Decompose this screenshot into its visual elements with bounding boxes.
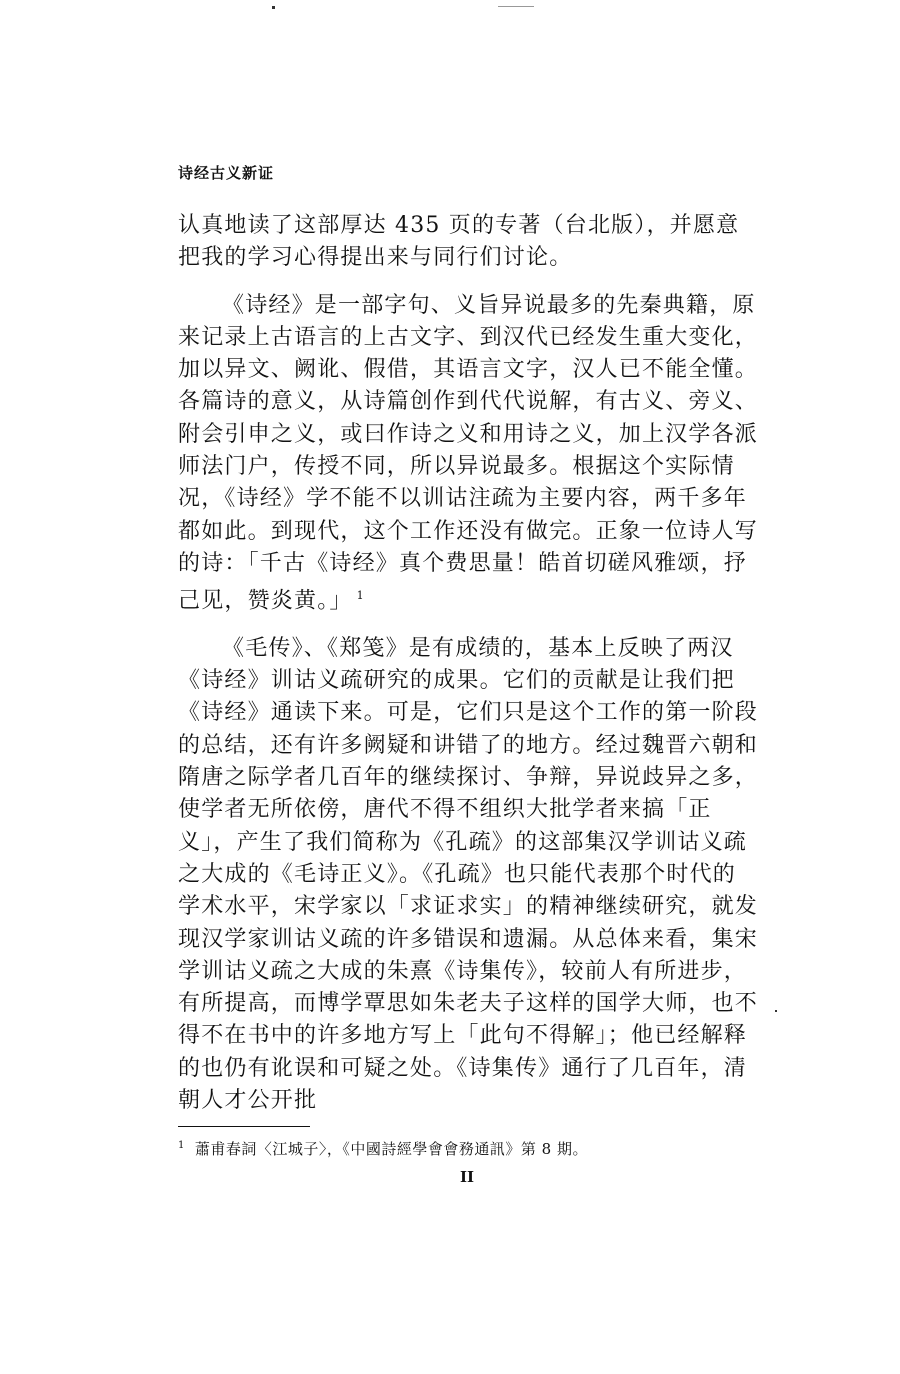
paragraph-3: 《毛传》、《郑笺》是有成绩的，基本上反映了两汉《诗经》训诂义疏研究的成果。它们的贡献是让我们把《诗经》通读下来。可是，它们只是这个工作的第一阶段的总结，还有许多阙疑和讲错了的地方。经过魏晋六朝和隋唐之际学者几百年的继续探讨、争辩，异说歧异之多，使学者无所依傍，唐代不得不组织大批学者来搞「正义」，产生了我们简称为《孔疏》的这部集汉学训诂义疏之大成的《毛诗正义》。《孔疏》也只能代表那个时代的学术水平，宋学家以「求证求实」的精神继续研究，就发现汉学家训诂义疏的许多错误和遗漏。从总体来看，集宋学训诂义疏之大成的朱熹《诗集传》，较前人有所进步，有所提高，而博学覃思如朱老夫子这样的国学大师，也不得不在书中的许多地方写上「此句不得解」；他已经解释的也仍有讹误和可疑之处。《诗集传》通行了几百年，清朝人才公开批 (178, 635, 759, 1114)
paragraph-2 (178, 290, 758, 618)
footnote (178, 1138, 588, 1159)
scan-speck (272, 6, 275, 9)
paragraph-2-text: 《诗经》是一部字句、义旨异说最多的先秦典籍，原来记录上古语言的上古文字、到汉代已经发生重大变化，加以异文、阙讹、假借，其语言文字，汉人已不能全懂。各篇诗的意义，从诗篇创作到代代说解，有古义、旁义、附会引申之义，或曰作诗之义和用诗之义，加上汉学各派师法门户，传授不同，所以异说最多。根据这个实际情况，《诗经》学不能不以训诂注疏为主要内容，两千多年都如此。到现代，这个工作还没有做完。正象一位诗人写的诗：「千古《诗经》真个费思量！皓首切磋风雅颂，抒己见，赞炎黄。」 (178, 292, 759, 614)
footnote-mark: 1 (178, 1140, 185, 1151)
footnote-text: 蕭甫春詞〈江城子〉，《中國詩經學會會務通訊》第 8 期。 (194, 1140, 588, 1158)
scan-speck (498, 6, 534, 7)
footnote-reference: 1 (356, 589, 364, 603)
scan-speck (775, 1010, 777, 1012)
body-text (178, 210, 758, 1117)
running-head: 诗经古义新证 (178, 164, 275, 182)
paragraph-1: 认真地读了这部厚达 435 页的专著（台北版），并愿意把我的学习心得提出来与同行们讨论。 (178, 213, 740, 271)
page-number: II (460, 1168, 475, 1186)
footnote-divider (178, 1126, 310, 1127)
